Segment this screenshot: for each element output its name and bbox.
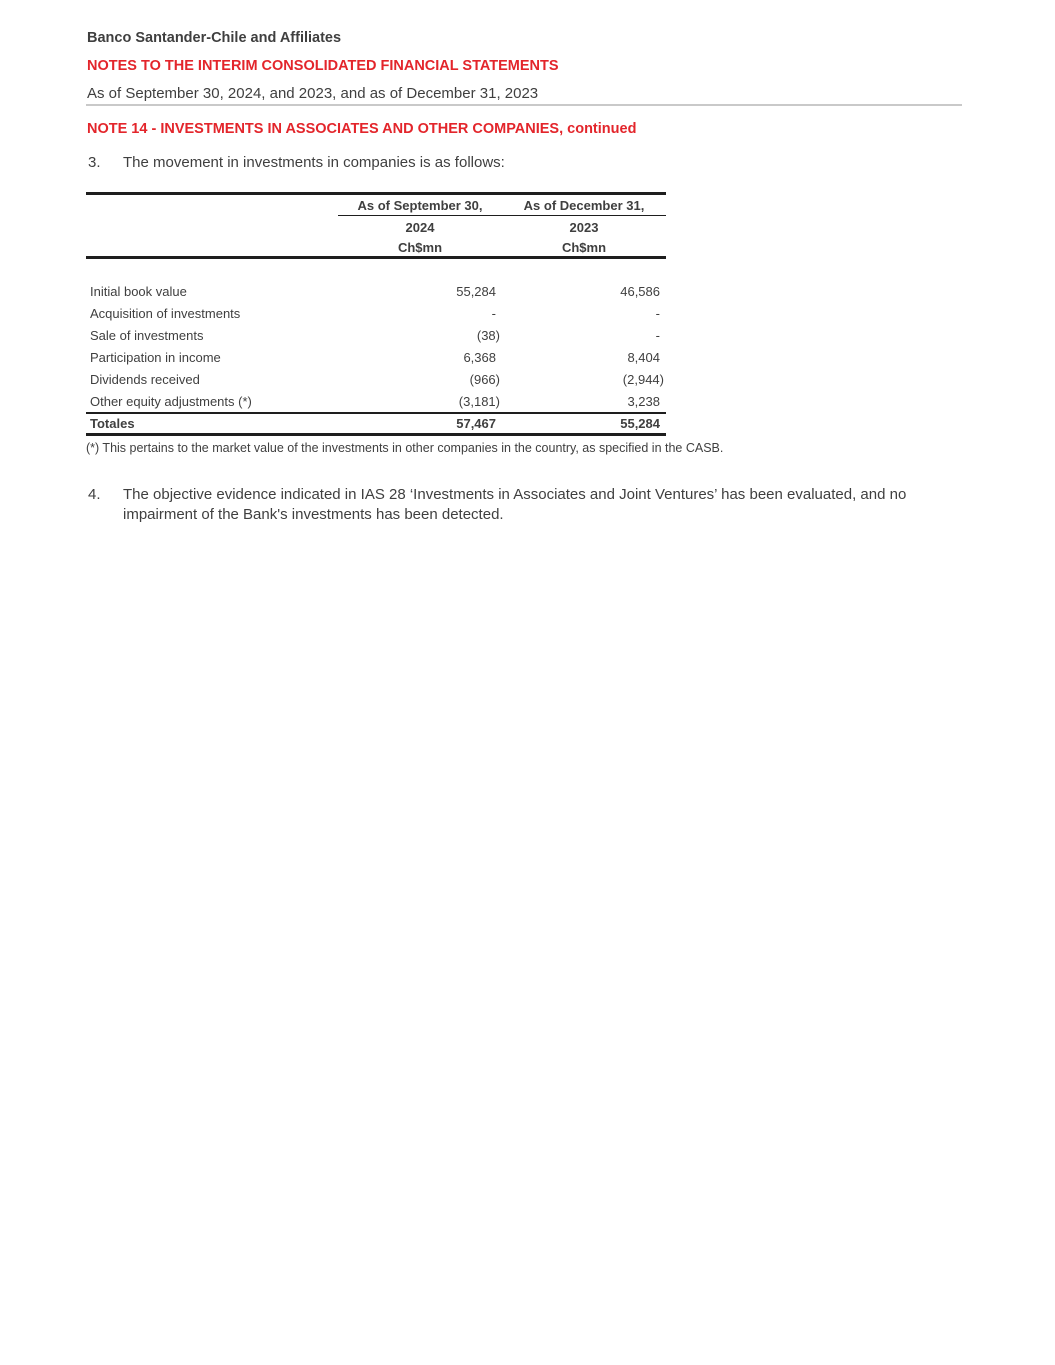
col2-year: 2023 xyxy=(569,220,599,235)
paragraph-item-4 xyxy=(88,485,988,527)
value-2023: 46,586 xyxy=(620,284,660,299)
value-2023: 3,238 xyxy=(627,394,660,409)
row-label: Acquisition of investments xyxy=(90,306,241,321)
table-row xyxy=(86,284,666,306)
table-bottom-rule xyxy=(86,433,666,436)
value-2023: 8,404 xyxy=(627,350,660,365)
report-date: As of September 30, 2024, and 2023, and as of December 31, 2023 xyxy=(87,85,539,102)
header-bottom-rule xyxy=(86,256,666,259)
col1-year: 2024 xyxy=(405,220,435,235)
value-2023: (2,944) xyxy=(622,372,664,387)
total-2024: 57,467 xyxy=(456,416,496,431)
row-label: Sale of investments xyxy=(90,328,204,343)
value-2024: (3,181) xyxy=(458,394,500,409)
table-top-rule xyxy=(86,192,666,195)
table-row xyxy=(86,328,666,350)
table-row xyxy=(86,350,666,372)
notes-title: NOTES TO THE INTERIM CONSOLIDATED FINANCIAL STATEMENTS xyxy=(87,58,559,74)
col1-unit: Ch$mn xyxy=(397,240,443,255)
col2-unit: Ch$mn xyxy=(561,240,607,255)
value-2024: 55,284 xyxy=(456,284,496,299)
table-footnote: (*) This pertains to the market value of the investments in other companies in the country, as specified in the CASB. xyxy=(86,441,724,455)
row-label: Initial book value xyxy=(90,284,187,299)
investments-movement-table xyxy=(86,192,666,438)
value-2023: - xyxy=(655,306,660,321)
item-number: 3. xyxy=(88,154,101,171)
value-2024: (38) xyxy=(476,328,500,343)
row-label: Participation in income xyxy=(90,350,221,365)
total-2023: 55,284 xyxy=(620,416,660,431)
company-name: Banco Santander-Chile and Affiliates xyxy=(87,30,342,46)
value-2024: (966) xyxy=(469,372,500,387)
value-2024: 6,368 xyxy=(463,350,496,365)
item-text: The movement in investments in companies is as follows: xyxy=(123,154,505,171)
row-label: Other equity adjustments (*) xyxy=(90,394,252,409)
row-label: Totales xyxy=(90,416,135,431)
value-2023: - xyxy=(655,328,660,343)
note-heading: NOTE 14 - INVESTMENTS IN ASSOCIATES AND OTHER COMPANIES, continued xyxy=(87,121,637,137)
paragraph-item-3 xyxy=(88,153,988,173)
table-row xyxy=(86,306,666,328)
item-number: 4. xyxy=(88,486,101,503)
item-text: The objective evidence indicated in IAS 28 ‘Investments in Associates and Joint Ventures’ has been evaluated, and no impairment of the Bank's investments has been detected. xyxy=(123,486,907,523)
table-row xyxy=(86,372,666,394)
header-divider xyxy=(86,104,962,106)
header-underline xyxy=(338,215,666,216)
value-2024: - xyxy=(491,306,496,321)
total-top-rule xyxy=(86,412,666,414)
col2-period: As of December 31, xyxy=(523,198,645,213)
row-label: Dividends received xyxy=(90,372,200,387)
col1-period: As of September 30, xyxy=(357,198,483,213)
